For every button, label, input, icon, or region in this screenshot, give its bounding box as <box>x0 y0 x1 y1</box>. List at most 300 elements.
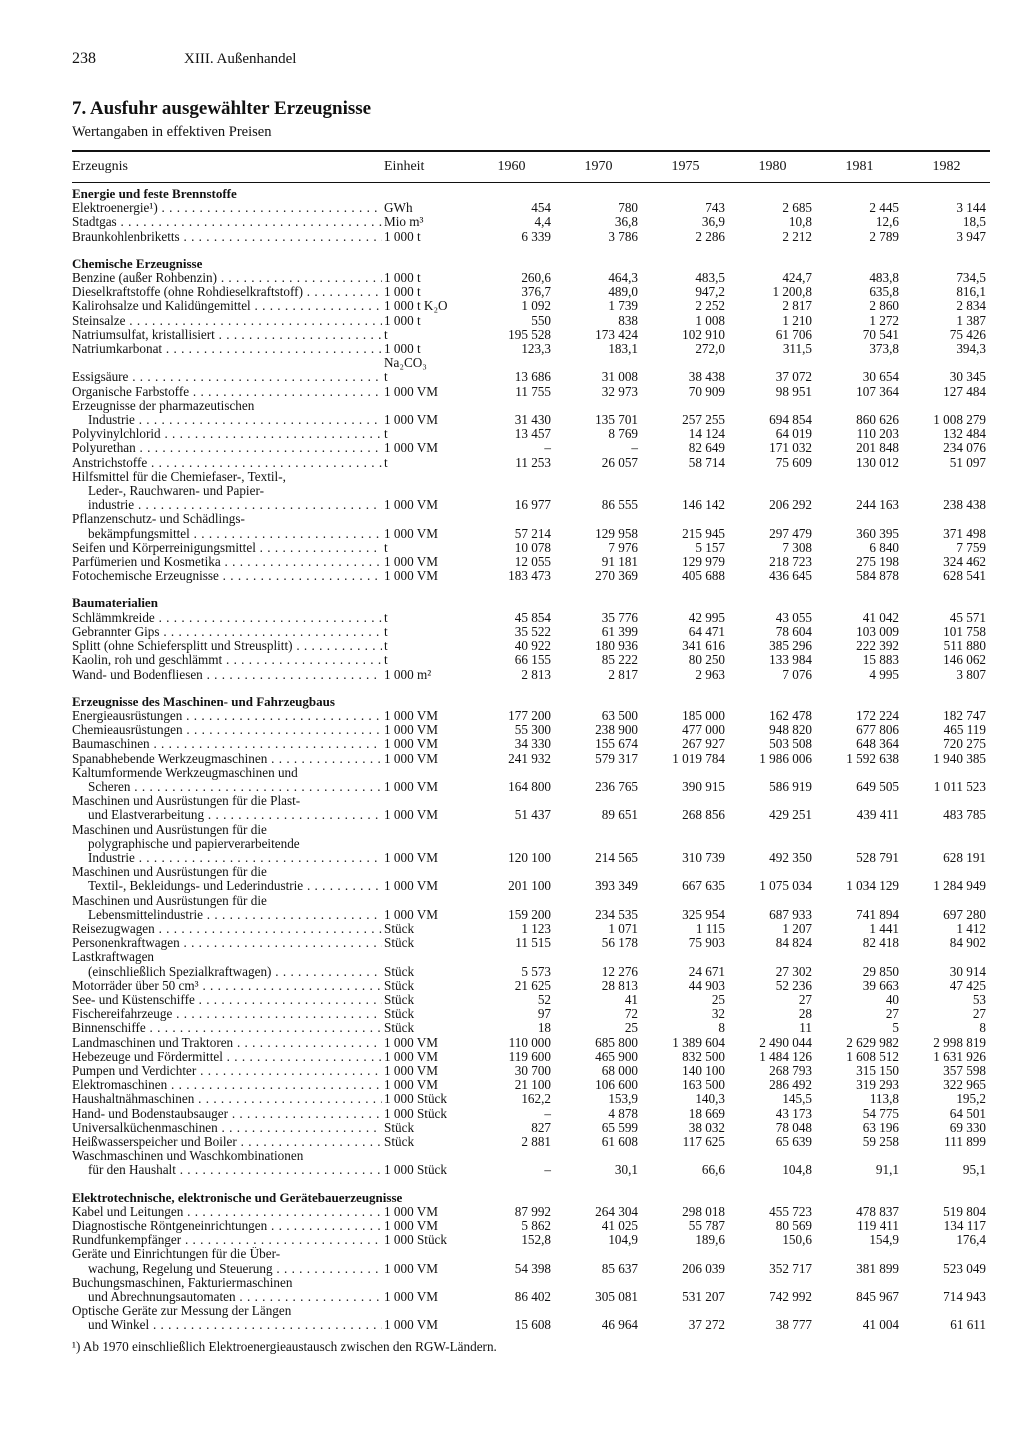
value-cell: 64 501 <box>949 1105 986 1121</box>
value-cell: 1 739 <box>608 298 638 314</box>
value-cell: 65 599 <box>601 1119 638 1135</box>
value-cell: 341 616 <box>682 638 725 654</box>
value-cell: 2 445 <box>869 200 899 216</box>
table-row <box>72 752 990 766</box>
product-name <box>72 201 382 215</box>
value-cell <box>816 894 903 908</box>
product-name-text: Leder-, Rauchwaren- und Papier- <box>88 484 264 499</box>
unit-cell: Stück <box>384 920 415 936</box>
value-cell <box>642 484 729 498</box>
value-cell: 164 800 <box>508 778 551 794</box>
value-cell: 27 302 <box>775 963 812 979</box>
value-cell: 119 600 <box>508 1048 551 1064</box>
col-header-year: 1975 <box>671 159 700 174</box>
value-cell: 101 758 <box>943 623 986 639</box>
product-name-text: und Abrechnungsautomaten . . . <box>88 1290 382 1304</box>
value-cell: 483,8 <box>869 270 899 286</box>
value-cell <box>903 837 990 851</box>
value-cell: 257 255 <box>682 412 725 428</box>
value-cell: 8 769 <box>608 426 638 442</box>
product-name <box>72 470 382 484</box>
unit-cell: t <box>384 454 388 470</box>
section-heading-row <box>72 592 990 610</box>
value-cell: 53 <box>972 991 986 1007</box>
value-cell: 648 364 <box>856 736 899 752</box>
value-cell: 714 943 <box>943 1289 986 1305</box>
product-name-text: See- und Küstenschiffe . . . <box>72 993 382 1007</box>
product-name <box>72 1205 382 1219</box>
unit-cell: 1 000 VM <box>384 1317 438 1333</box>
table-row-continuation <box>72 766 990 780</box>
table-row <box>72 230 990 244</box>
value-cell <box>642 1149 729 1163</box>
unit-cell: 1 000 Stück <box>384 1232 448 1248</box>
value-cell: 214 565 <box>595 849 638 865</box>
value-cell: 860 626 <box>856 412 899 428</box>
value-cell: 1 484 126 <box>759 1048 812 1064</box>
value-cell: 12,6 <box>875 214 899 230</box>
product-name-text: Natriumsulfat, kristallisiert . . . <box>72 328 382 342</box>
value-cell <box>642 1276 729 1290</box>
value-cell: 2 685 <box>782 200 812 216</box>
table-row <box>72 737 990 751</box>
value-cell: 18,5 <box>962 214 986 230</box>
value-cell: 13 457 <box>514 426 551 442</box>
value-cell: 41 004 <box>862 1317 899 1333</box>
table-row <box>72 1219 990 1233</box>
value-cell: 478 837 <box>856 1203 899 1219</box>
value-cell <box>903 1304 990 1318</box>
value-cell: 206 292 <box>769 497 812 513</box>
value-cell: 61 608 <box>601 1134 638 1149</box>
unit-cell <box>382 399 468 413</box>
value-cell: 2 789 <box>869 228 899 244</box>
table-row <box>72 413 990 427</box>
value-cell: 1 631 926 <box>933 1048 986 1064</box>
product-name <box>72 356 382 370</box>
value-cell: – <box>544 440 551 456</box>
unit-cell: 1 000 VM <box>384 525 438 541</box>
product-name <box>72 1064 382 1078</box>
product-name-text: Schlämmkreide . . . <box>72 611 382 625</box>
value-cell: 30,1 <box>614 1162 638 1178</box>
table-row <box>72 1205 990 1219</box>
spacer-row <box>72 583 990 592</box>
value-cell: 4 878 <box>608 1105 638 1121</box>
value-cell: 734,5 <box>956 270 986 286</box>
product-name <box>72 1135 382 1149</box>
value-cell: 319 293 <box>856 1077 899 1093</box>
running-header <box>72 50 990 70</box>
unit-cell: 1 000 VM <box>384 568 438 584</box>
value-cell <box>729 356 816 370</box>
value-cell: 201 100 <box>508 878 551 894</box>
value-cell: 10,8 <box>788 214 812 230</box>
value-cell <box>816 512 903 526</box>
value-cell: 4,4 <box>534 214 551 230</box>
value-cell: 394,3 <box>956 341 986 357</box>
product-name-text: Fischereifahrzeuge . . . <box>72 1007 382 1021</box>
section-heading-row <box>72 691 990 709</box>
product-name-text: Motorräder über 50 cm³ . . . <box>72 979 382 993</box>
unit-cell: 1 000 VM <box>384 383 438 399</box>
value-cell: 106 600 <box>595 1077 638 1093</box>
product-name-text: Spanabhebende Werkzeugmaschinen . . . <box>72 752 382 766</box>
section-heading-row <box>72 1187 990 1205</box>
value-cell: 272,0 <box>695 341 725 357</box>
table-row <box>72 965 990 979</box>
value-cell: 27 <box>885 1006 899 1022</box>
unit-cell: 1 000 VM <box>384 1260 438 1276</box>
value-cell <box>555 766 642 780</box>
product-name <box>72 808 382 822</box>
value-cell: 39 663 <box>862 977 899 993</box>
table-row <box>72 1318 990 1332</box>
value-cell: 70 909 <box>688 383 725 399</box>
unit-cell: Stück <box>384 1006 415 1022</box>
value-cell: 55 300 <box>514 722 551 738</box>
value-cell: 66 155 <box>514 652 551 668</box>
value-cell <box>468 356 555 370</box>
table-row <box>72 1107 990 1121</box>
value-cell: 84 824 <box>775 935 812 951</box>
unit-cell: t <box>384 539 388 555</box>
product-name-text: Fotochemische Erzeugnisse . . . <box>72 569 382 583</box>
value-cell: 1 272 <box>869 312 899 328</box>
value-cell: 305 081 <box>595 1289 638 1305</box>
value-cell: 32 <box>711 1006 725 1022</box>
value-cell <box>555 484 642 498</box>
unit-cell: t <box>384 326 388 342</box>
product-name <box>72 879 382 893</box>
value-cell: 2 212 <box>782 228 812 244</box>
product-name <box>72 780 382 794</box>
product-name <box>72 484 382 498</box>
value-cell: 31 430 <box>514 412 551 428</box>
product-name-text: Parfümerien und Kosmetika . . . <box>72 555 382 569</box>
section-heading-row <box>72 183 990 201</box>
product-name-text: Hilfsmittel für die Chemiefaser-, Textil-, <box>72 469 286 484</box>
product-name <box>72 1290 382 1304</box>
value-cell: 780 <box>618 200 638 216</box>
unit-cell: 1 000 Stück <box>384 1162 448 1178</box>
value-cell: 584 878 <box>856 568 899 584</box>
product-name-text: Binnenschiffe . . . <box>72 1021 382 1035</box>
value-cell <box>903 1247 990 1261</box>
product-name <box>72 299 382 313</box>
value-cell <box>903 766 990 780</box>
product-name-text: Energieausrüstungen . . . <box>72 709 382 723</box>
unit-cell: t <box>384 609 388 625</box>
value-cell: 4 995 <box>869 666 899 682</box>
value-cell <box>816 794 903 808</box>
value-cell: 743 <box>705 200 725 216</box>
product-name-text: Waschmaschinen und Waschkombinationen <box>72 1149 304 1164</box>
value-cell: 1 986 006 <box>759 750 812 766</box>
value-cell: 234 535 <box>595 906 638 922</box>
value-cell <box>555 823 642 837</box>
value-cell <box>642 766 729 780</box>
value-cell: 58 714 <box>688 454 725 470</box>
value-cell: 102 910 <box>682 326 725 342</box>
unit-cell <box>382 794 468 808</box>
value-cell <box>642 1247 729 1261</box>
product-name <box>72 1121 382 1135</box>
table-row-continuation <box>72 399 990 413</box>
product-name <box>72 723 382 737</box>
value-cell <box>468 950 555 964</box>
table-row <box>72 611 990 625</box>
value-cell <box>468 837 555 851</box>
value-cell: 465 900 <box>595 1048 638 1064</box>
unit-cell <box>382 1149 468 1163</box>
unit-cell: 1 000 VM <box>384 906 438 922</box>
product-name <box>72 314 382 328</box>
product-name-text: Wand- und Bodenfliesen . . . <box>72 668 382 682</box>
product-name-text: Elektromaschinen . . . <box>72 1078 382 1092</box>
value-cell: 162 478 <box>769 707 812 723</box>
product-name-text: Kaolin, roh und geschlämmt . . . <box>72 653 382 667</box>
unit-cell: 1 000 VM <box>384 1289 438 1305</box>
unit-cell <box>382 512 468 526</box>
unit-cell: t <box>384 638 388 654</box>
unit-cell <box>382 894 468 908</box>
value-cell: 260,6 <box>521 270 551 286</box>
value-cell: 270 369 <box>595 568 638 584</box>
value-cell: 195,2 <box>956 1091 986 1107</box>
table-row-continuation <box>72 512 990 526</box>
value-cell: 720 275 <box>943 736 986 752</box>
value-cell: 218 723 <box>769 554 812 570</box>
product-name-text: Elektroenergie¹) . . . <box>72 201 382 215</box>
unit-cell: 1 000 Stück <box>384 1091 448 1107</box>
export-table <box>72 152 990 1333</box>
value-cell: 75 426 <box>949 326 986 342</box>
product-name-text: Gebrannter Gips . . . <box>72 625 382 639</box>
product-name <box>72 285 382 299</box>
value-cell: 677 806 <box>856 722 899 738</box>
product-name-text: und Winkel . . . <box>88 1318 382 1332</box>
value-cell: 57 214 <box>514 525 551 541</box>
table-row <box>72 1007 990 1021</box>
value-cell <box>642 950 729 964</box>
value-cell: 51 437 <box>514 807 551 823</box>
table-row <box>72 441 990 455</box>
value-cell <box>729 894 816 908</box>
value-cell: 1 387 <box>956 312 986 328</box>
product-name <box>72 1007 382 1021</box>
table-row <box>72 356 990 370</box>
table-row-continuation <box>72 1149 990 1163</box>
product-name <box>72 965 382 979</box>
value-cell: 11 515 <box>515 935 551 951</box>
value-cell: 1 011 523 <box>933 778 986 794</box>
value-cell: 177 200 <box>508 707 551 723</box>
table-row <box>72 1092 990 1106</box>
value-cell <box>642 356 729 370</box>
product-name <box>72 555 382 569</box>
value-cell <box>816 837 903 851</box>
value-cell: 5 <box>892 1020 899 1036</box>
value-cell: 2 860 <box>869 298 899 314</box>
product-name-text: Geräte und Einrichtungen für die Über- <box>72 1247 281 1262</box>
table-row <box>72 342 990 356</box>
value-cell <box>903 865 990 879</box>
value-cell: 41 025 <box>601 1218 638 1234</box>
value-cell <box>468 470 555 484</box>
value-cell: 393 349 <box>595 878 638 894</box>
value-cell: 35 776 <box>601 609 638 625</box>
value-cell: 133 984 <box>769 652 812 668</box>
product-name-text: Erzeugnisse der pharmazeutischen <box>72 398 255 413</box>
table-row-continuation <box>72 484 990 498</box>
product-name <box>72 427 382 441</box>
value-cell: 685 800 <box>595 1034 638 1050</box>
product-name-text: Maschinen und Ausrüstungen für die <box>72 822 267 837</box>
value-cell <box>729 470 816 484</box>
value-cell <box>555 399 642 413</box>
value-cell: 110 203 <box>856 426 899 442</box>
value-cell: 36,9 <box>701 214 725 230</box>
value-cell: 31 008 <box>601 369 638 385</box>
table-row <box>72 271 990 285</box>
value-cell <box>816 1276 903 1290</box>
unit-cell: Stück <box>384 991 415 1007</box>
value-cell: 28 <box>798 1006 812 1022</box>
value-cell: 59 258 <box>862 1134 899 1149</box>
value-cell: 85 222 <box>601 652 638 668</box>
value-cell <box>816 865 903 879</box>
value-cell: 61 399 <box>601 623 638 639</box>
value-cell <box>555 1304 642 1318</box>
value-cell <box>642 823 729 837</box>
table-row <box>72 328 990 342</box>
table-row <box>72 201 990 215</box>
value-cell: 84 902 <box>949 935 986 951</box>
table-row <box>72 808 990 822</box>
value-cell <box>816 356 903 370</box>
product-name <box>72 1107 382 1121</box>
product-name <box>72 1036 382 1050</box>
value-cell: 7 976 <box>608 539 638 555</box>
table-row <box>72 625 990 639</box>
value-cell: 12 276 <box>601 963 638 979</box>
value-cell: 91,1 <box>875 1162 899 1178</box>
product-name <box>72 794 382 808</box>
value-cell: 2 252 <box>695 298 725 314</box>
unit-cell <box>382 484 468 498</box>
value-cell: 5 573 <box>521 963 551 979</box>
value-cell: 12 055 <box>514 554 551 570</box>
table-row <box>72 215 990 229</box>
value-cell: 439 411 <box>856 807 899 823</box>
value-cell: 1 071 <box>608 920 638 936</box>
product-name <box>72 837 382 851</box>
product-name <box>72 823 382 837</box>
product-name-text: (einschließlich Spezialkraftwagen) . . . <box>88 965 382 979</box>
value-cell: 528 791 <box>856 849 899 865</box>
product-name <box>72 230 382 244</box>
value-cell: 2 963 <box>695 666 725 682</box>
value-cell: 30 654 <box>862 369 899 385</box>
value-cell: 3 807 <box>956 666 986 682</box>
value-cell <box>555 1276 642 1290</box>
product-name-text: Landmaschinen und Traktoren . . . <box>72 1036 382 1050</box>
product-name-text: Rundfunkempfänger . . . <box>72 1233 382 1247</box>
table-row <box>72 851 990 865</box>
table-body <box>72 183 990 1333</box>
value-cell: 29 850 <box>862 963 899 979</box>
value-cell: 206 039 <box>682 1260 725 1276</box>
value-cell: 35 522 <box>514 623 551 639</box>
unit-cell: 1 000 t <box>384 312 421 328</box>
table-row-continuation <box>72 950 990 964</box>
table-row <box>72 1050 990 1064</box>
table-row <box>72 1036 990 1050</box>
value-cell: 244 163 <box>856 497 899 513</box>
footnote: ¹) Ab 1970 einschließlich Elektroenergieaustausch zwischen den RGW-Ländern. <box>72 1338 497 1354</box>
value-cell: 43 173 <box>775 1105 812 1121</box>
unit-cell: 1 000 VM <box>384 807 438 823</box>
value-cell: 424,7 <box>782 270 812 286</box>
value-cell: 107 364 <box>856 383 899 399</box>
value-cell: 357 598 <box>943 1062 986 1078</box>
product-name <box>72 328 382 342</box>
spacer-row <box>72 682 990 691</box>
product-name-text: bekämpfungsmittel . . . <box>88 527 382 541</box>
value-cell: 130 012 <box>856 454 899 470</box>
value-cell: 69 330 <box>949 1119 986 1135</box>
product-name <box>72 653 382 667</box>
value-cell: 66,6 <box>701 1162 725 1178</box>
value-cell <box>729 837 816 851</box>
value-cell <box>903 470 990 484</box>
table-row <box>72 979 990 993</box>
value-cell: 54 398 <box>514 1260 551 1276</box>
unit-cell: Stück <box>384 1134 415 1149</box>
value-cell: 838 <box>618 312 638 328</box>
unit-cell <box>382 1247 468 1261</box>
table-row <box>72 1290 990 1304</box>
product-name-text: Scheren . . . <box>88 780 382 794</box>
value-cell: 21 625 <box>514 977 551 993</box>
value-cell <box>555 512 642 526</box>
product-name-text: Polyvinylchlorid . . . <box>72 427 382 441</box>
value-cell: 80 250 <box>688 652 725 668</box>
value-cell: 7 076 <box>782 666 812 682</box>
value-cell: 72 <box>624 1006 638 1022</box>
value-cell: 45 571 <box>949 609 986 625</box>
value-cell <box>468 865 555 879</box>
value-cell <box>729 399 816 413</box>
value-cell: 129 958 <box>595 525 638 541</box>
unit-cell: Stück <box>384 977 415 993</box>
value-cell: 236 765 <box>595 778 638 794</box>
value-cell: 2 834 <box>956 298 986 314</box>
value-cell: 45 854 <box>514 609 551 625</box>
value-cell: – <box>544 1162 551 1178</box>
unit-cell: 1 000 VM <box>384 1034 438 1050</box>
value-cell: 10 078 <box>514 539 551 555</box>
value-cell: 8 <box>718 1020 725 1036</box>
value-cell: 1 075 034 <box>759 878 812 894</box>
value-cell: 234 076 <box>943 440 986 456</box>
table-row <box>72 555 990 569</box>
unit-cell: 1 000 VM <box>384 440 438 456</box>
value-cell: 222 392 <box>856 638 899 654</box>
unit-cell <box>382 1304 468 1318</box>
table-row-continuation <box>72 823 990 837</box>
